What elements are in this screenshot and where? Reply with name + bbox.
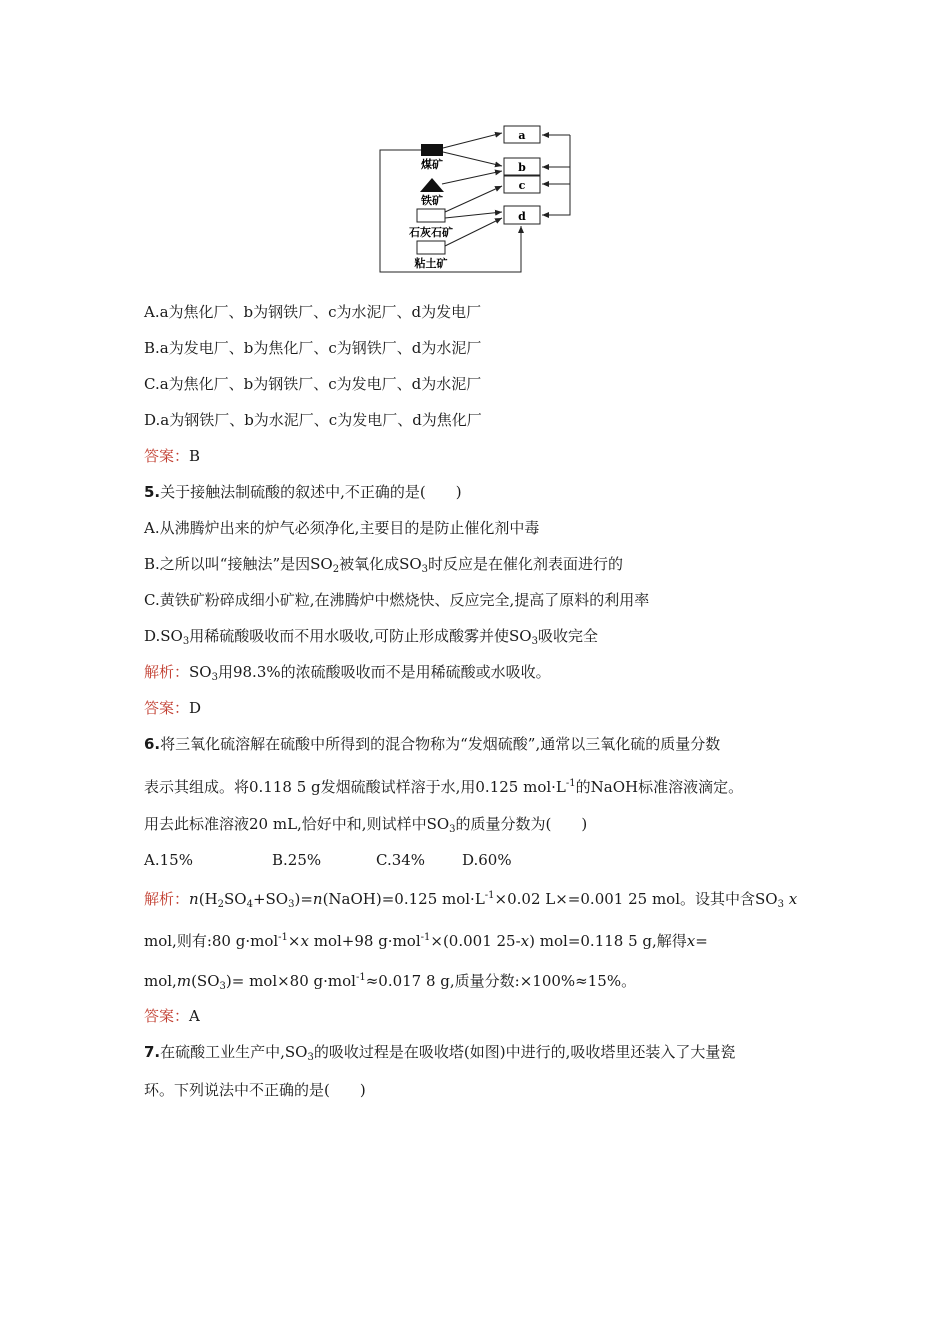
q6-choice-c: C.34% <box>376 851 426 869</box>
subscript: 2 <box>332 564 340 575</box>
text: 用稀硫酸吸收而不用水吸收,可防止形成酸雾并使SO <box>189 627 532 645</box>
answer-value: B <box>189 447 201 465</box>
text: n <box>189 890 199 908</box>
subscript: 3 <box>219 981 226 992</box>
text: (H <box>198 890 218 908</box>
text: m <box>176 972 192 990</box>
text: ) mol=0.118 5 g,解得 <box>529 932 687 950</box>
text: mol+98 g·mol <box>308 932 421 950</box>
q6-choice-d: D.60% <box>462 851 512 869</box>
superscript: -1 <box>278 932 288 943</box>
text: 的质量分数为( ) <box>455 815 588 833</box>
q6-choice-a: A.15% <box>144 851 193 869</box>
iron-ore-icon <box>420 178 444 192</box>
text: 用去此标准溶液20 mL,恰好中和,则试样中SO <box>144 815 450 833</box>
subscript: 3 <box>449 824 456 835</box>
text: 时反应是在催化剂表面进行的 <box>428 555 624 573</box>
text: x <box>300 932 309 950</box>
subscript: 3 <box>211 672 218 683</box>
coal-label: 煤矿 <box>421 158 443 171</box>
q6-analysis-line1 <box>144 886 797 915</box>
subscript: 3 <box>182 636 190 647</box>
text: )= mol×80 g·mol <box>225 972 356 990</box>
limestone-label: 石灰石矿 <box>409 226 453 239</box>
analysis-label: 解析： <box>144 890 190 908</box>
text: SO <box>224 890 247 908</box>
clay-icon <box>417 241 445 254</box>
q6-stem-line3 <box>144 814 587 840</box>
question-number: 6. <box>144 735 161 753</box>
text: 被氧化成SO <box>339 555 422 573</box>
text: SO <box>189 663 212 681</box>
q4-option-c: C.a为焦化厂、b为钢铁厂、c为发电厂、d为水泥厂 <box>144 375 482 393</box>
box-c-label: c <box>518 179 526 192</box>
q4-option-d: D.a为钢铁厂、b为水泥厂、c为发电厂、d为焦化厂 <box>144 411 482 429</box>
q6-answer <box>144 1006 200 1026</box>
q6-analysis-line3 <box>144 968 636 997</box>
diagram-svg <box>376 122 576 278</box>
text: B.之所以叫“接触法”是因SO <box>144 555 333 573</box>
superscript: -1 <box>355 972 366 983</box>
superscript: -1 <box>420 932 431 943</box>
subscript: 4 <box>246 899 253 910</box>
text: × <box>287 932 301 950</box>
iron-label: 铁矿 <box>421 194 443 207</box>
subscript: 3 <box>307 1052 314 1063</box>
answer-label: 答案： <box>144 699 190 717</box>
text: mol,则有:80 g·mol <box>144 932 279 950</box>
text: 吸收完全 <box>537 627 598 645</box>
q6-stem-line2 <box>144 774 743 797</box>
q7-stem-line2: 环。下列说法中不正确的是( ) <box>144 1081 366 1099</box>
q5-option-a: A.从沸腾炉出来的炉气必须净化,主要目的是防止催化剂中毒 <box>144 519 540 537</box>
question-text: 关于接触法制硫酸的叙述中,不正确的是( ) <box>160 483 462 501</box>
text: ≈0.017 8 g,质量分数:×100%≈15%。 <box>365 972 637 990</box>
subscript: 3 <box>531 636 538 647</box>
q5-option-d <box>144 626 598 652</box>
text: 的NaOH标准溶液滴定。 <box>575 778 744 796</box>
question-number: 7. <box>144 1043 161 1061</box>
answer-label: 答案： <box>144 1007 190 1025</box>
text: x <box>520 932 530 950</box>
q6-choice-b: B.25% <box>272 851 322 869</box>
superscript: -1 <box>565 778 576 789</box>
analysis-label: 解析： <box>144 663 190 681</box>
text: (NaOH)=0.125 mol·L <box>322 890 485 908</box>
q7-stem-line1 <box>144 1042 735 1068</box>
text: x <box>783 890 798 908</box>
coal-icon <box>421 144 443 156</box>
text: 的吸收过程是在吸收塔(如图)中进行的,吸收塔里还装入了大量瓷 <box>313 1043 736 1061</box>
subscript: 3 <box>777 899 784 910</box>
text: (SO <box>191 972 220 990</box>
box-a-label: a <box>518 129 526 142</box>
q4-option-a: A.a为焦化厂、b为钢铁厂、c为水泥厂、d为发电厂 <box>144 303 482 321</box>
q4-option-b: B.a为发电厂、b为焦化厂、c为钢铁厂、d为水泥厂 <box>144 339 482 357</box>
q4-answer <box>144 446 200 466</box>
subscript: 3 <box>288 899 295 910</box>
box-d-label: d <box>518 210 526 223</box>
box-b-label: b <box>518 161 526 174</box>
answer-value: A <box>189 1007 200 1025</box>
q5-answer <box>144 698 201 718</box>
text: = <box>695 932 708 950</box>
q6-choices <box>144 850 512 870</box>
superscript: -1 <box>484 890 495 901</box>
limestone-icon <box>417 209 445 222</box>
text: 表示其组成。将0.118 5 g发烟硫酸试样溶于水,用0.125 mol·L <box>144 778 566 796</box>
text: ×(0.001 25- <box>430 932 521 950</box>
clay-label: 粘土矿 <box>414 257 448 270</box>
question-text: 将三氧化硫溶解在硫酸中所得到的混合物称为“发烟硫酸”,通常以三氧化硫的质量分数 <box>160 735 721 753</box>
text: x <box>686 932 696 950</box>
text: 用98.3%的浓硫酸吸收而不是用稀硫酸或水吸收。 <box>217 663 551 681</box>
text: 在硫酸工业生产中,SO <box>160 1043 308 1061</box>
q5-option-c: C.黄铁矿粉碎成细小矿粒,在沸腾炉中燃烧快、反应完全,提高了原料的利用率 <box>144 591 650 609</box>
text: ×0.02 L×=0.001 25 mol。设其中含SO <box>494 890 778 908</box>
question-number: 5. <box>144 483 161 501</box>
q5-option-b <box>144 554 623 580</box>
text: )= <box>294 890 313 908</box>
text: +SO <box>252 890 289 908</box>
q6-analysis-line2 <box>144 928 708 951</box>
text: n <box>312 890 323 908</box>
mineral-flow-diagram <box>376 122 576 278</box>
text: D.SO <box>144 627 183 645</box>
text: mol, <box>144 972 177 990</box>
answer-value: D <box>189 699 202 717</box>
q5-stem <box>144 482 462 502</box>
subscript: 3 <box>421 564 429 575</box>
q5-analysis <box>144 662 551 688</box>
subscript: 2 <box>217 899 224 910</box>
q6-stem-line1 <box>144 734 720 754</box>
answer-label: 答案： <box>144 447 190 465</box>
